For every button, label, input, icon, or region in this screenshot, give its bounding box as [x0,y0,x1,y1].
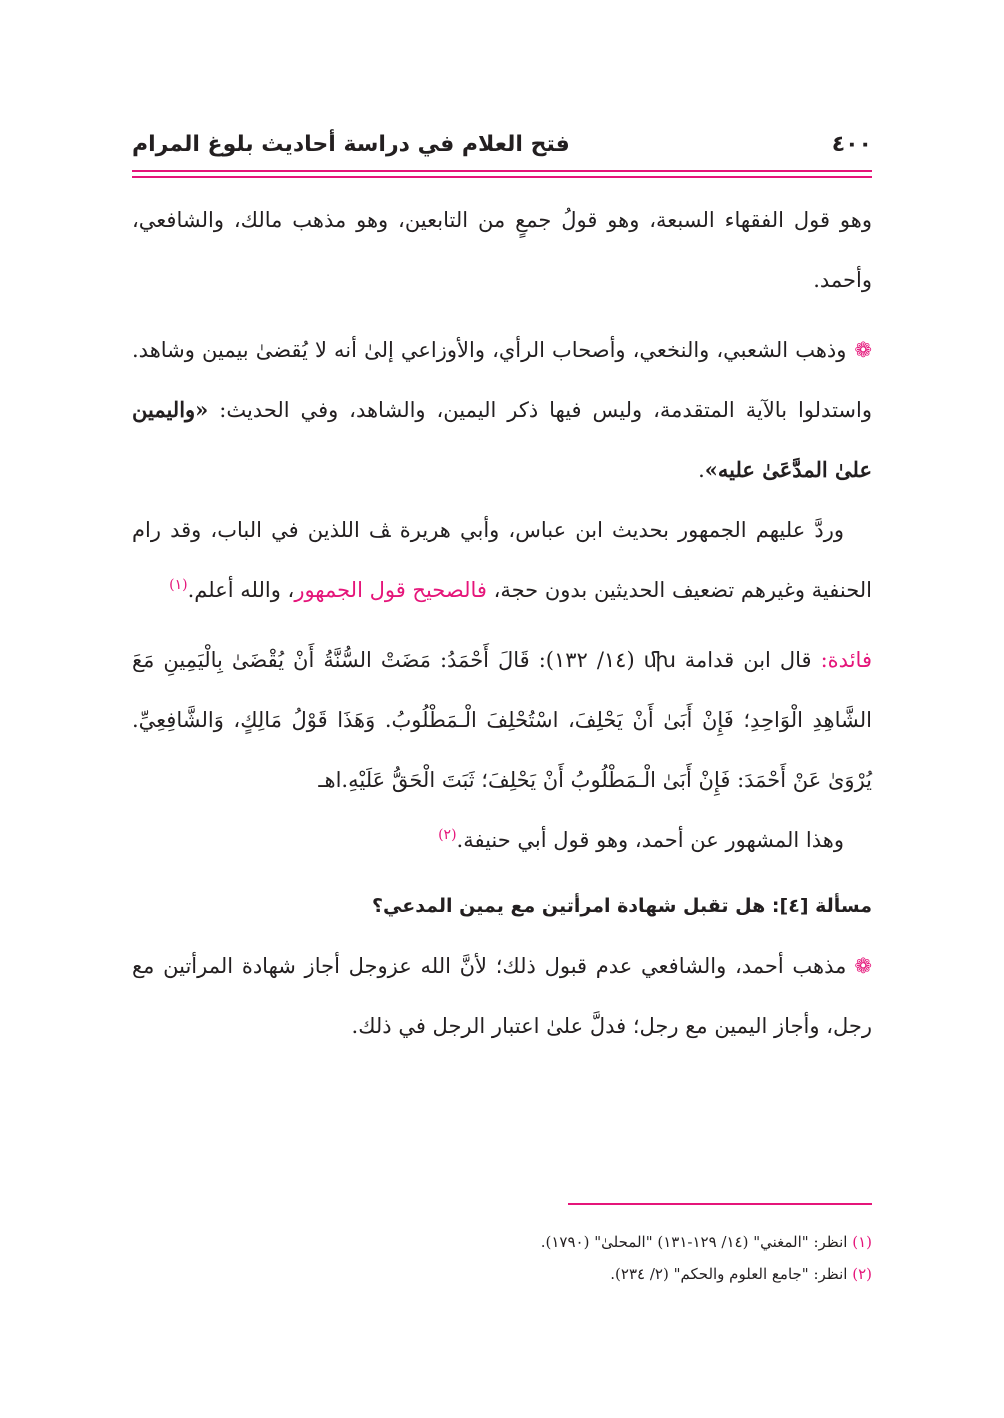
paragraph-1-text: وهو قول الفقهاء السبعة، وهو قولُ جمعٍ من التابعين، وهو مذهب مالك، والشافعي، وأحمد. [132,208,872,292]
paragraph-4-text: قال ابن قدامة ﬗ (١٤/ ١٣٢): قَالَ أَحْمَدُ: مَضَتْ السُّنَّةُ أَنْ يُقْضَىٰ بِالْيَمِينِ مَعَ الشَّاهِدِ الْوَاحِدِ؛ فَإِنْ أَبَىٰ أَنْ يَحْلِفَ، اسْتُحْلِفَ الْـمَطْلُوبُ. وَهَذَا قَوْلُ مَالِكٍ، وَالشَّافِعِيِّ. يُرْوَىٰ عَنْ أَحْمَدَ: فَإِنْ أَبَىٰ الْـمَطْلُوبُ أَنْ يَحْلِفَ؛ ثَبَتَ الْحَقُّ عَلَيْهِ.اهـ [132,648,872,792]
flower-ornament-icon: ❁ [854,954,872,978]
paragraph-2 [132,320,872,500]
footnote-mark: (١) [852,1233,872,1251]
paragraph-6-text: مذهب أحمد، والشافعي عدم قبول ذلك؛ لأنَّ الله عزوجل أجاز شهادة المرأتين مع رجل، وأجاز اليمين مع رجل؛ فدلَّ علىٰ اعتبار الرجل في ذلك. [132,954,872,1038]
paragraph-5-text: وهذا المشهور عن أحمد، وهو قول أبي حنيفة. [456,828,844,852]
hadith-quote: «واليمين علىٰ المدَّعَىٰ عليه» [132,397,872,482]
paragraph-1 [132,190,872,310]
footnote-separator [568,1203,872,1205]
flower-ornament-icon: ❁ [854,338,872,362]
header-rule-bottom [132,176,872,178]
running-header [132,126,872,166]
paragraph-3 [132,500,872,620]
paragraph-3-text: وردَّ عليهم الجمهور بحديث ابن عباس، وأبي هريرة ﭫ اللذين في الباب، وقد رام الحنفية وغيرهم تضعيف الحديثين بدون حجة، [132,518,872,602]
paragraph-2-end: . [698,458,705,482]
footnote-ref-1[interactable]: (١) [169,577,188,593]
paragraph-2-text: وذهب الشعبي، والنخعي، وأصحاب الرأي، والأوزاعي إلىٰ أنه لا يُقضىٰ بيمين وشاهد. واستدلوا بالآية المتقدمة، وليس فيها ذكر اليمين، والشاهد، وفي الحديث: [132,338,872,422]
section-heading: مسألة [٤]: هل تقبل شهادة امرأتين مع يمين المدعي؟ [371,895,872,917]
footnote-text: انظر: "جامع العلوم والحكم" (٢/ ٢٣٤). [610,1265,848,1283]
highlight-conclusion: فالصحيح قول الجمهور [294,578,487,602]
paragraph-6 [132,936,872,1056]
footnotes [132,1226,872,1290]
benefit-label: فائدة: [820,648,872,672]
paragraph-5 [132,810,872,870]
paragraph-4 [132,630,872,810]
footnote-2 [132,1258,872,1290]
main-text [132,190,872,1056]
footnote-mark: (٢) [852,1265,872,1283]
paragraph-3-end: ، والله أعلم. [187,578,295,602]
footnote-ref-2[interactable]: (٢) [438,827,457,843]
header-rule-top [132,170,872,172]
footnote-1 [132,1226,872,1258]
page-number: ٤٠٠ [831,132,872,157]
footnote-text: انظر: "المغني" (١٤/ ١٢٩-١٣١) "المحلىٰ" (١٧٩٠). [540,1233,848,1251]
book-title: فتح العلام في دراسة أحاديث بلوغ المرام [132,132,570,157]
